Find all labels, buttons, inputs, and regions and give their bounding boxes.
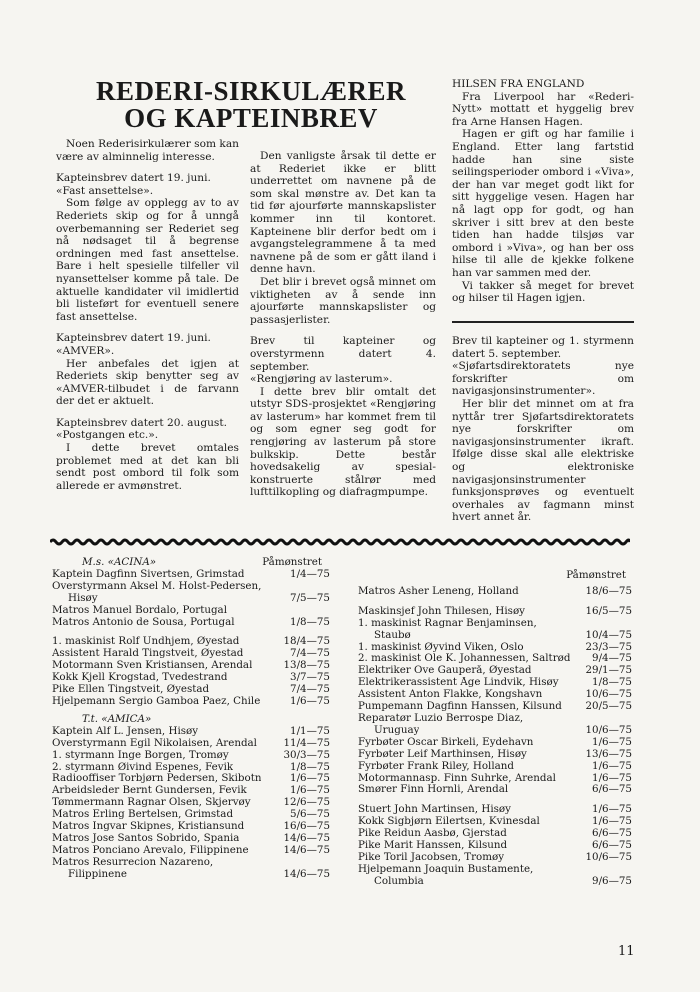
crew-list-left xyxy=(52,557,330,881)
crew-row xyxy=(52,773,330,785)
crew-row xyxy=(358,630,632,642)
sign-on-date: 1/8—75 xyxy=(592,676,632,689)
crew-member: Pike Toril Jacobsen, Tromøy xyxy=(358,851,505,863)
circular-1-heading: Kapteinsbrev datert 19. juni. xyxy=(56,172,211,185)
crew-member: Uruguay xyxy=(374,724,420,736)
sign-on-date: 1/6—75 xyxy=(592,735,632,748)
sign-on-date: 18/6—75 xyxy=(585,584,632,597)
sign-on-date: 1/1—75 xyxy=(290,724,330,737)
crew-row xyxy=(358,665,632,677)
sign-on-date: 20/5—75 xyxy=(585,700,632,713)
section-divider xyxy=(50,538,630,546)
right-crew-rows xyxy=(358,586,632,888)
crew-row xyxy=(358,701,632,713)
greeting-paragraph-1: Fra Liverpool har «Rederi-Nytt» mottatt et hyggelig brev fra Arne Hansen Hagen. xyxy=(452,90,634,128)
sign-on-date: 18/4—75 xyxy=(283,635,330,648)
sign-on-date: 6/6—75 xyxy=(592,783,632,796)
article-title xyxy=(86,78,416,132)
sign-on-date: 14/6—75 xyxy=(283,831,330,844)
crew-row xyxy=(52,797,330,809)
crew-member: 1. maskinist Ragnar Benjaminsen, xyxy=(358,617,537,629)
crew-row xyxy=(358,773,632,785)
crew-row xyxy=(358,784,632,796)
crew-member: Matros Jose Santos Sobrido, Spania xyxy=(52,832,240,844)
crew-row xyxy=(52,857,330,869)
crew-member: Motormann Sven Kristiansen, Arendal xyxy=(52,660,253,672)
crew-row xyxy=(358,642,632,654)
crew-row xyxy=(52,593,330,605)
greeting-paragraph-2: Hagen er gift og har familie i England. Etter lang fartstid hadde han sine siste seilingsperioder ombord i «Viva», der han var meget godt likt for sitt hyggelige vesen. Hagen har nå lagt opp for godt, og han skriver i sitt brev at den beste tiden han hadde tilsjøs var ombord i »Viva», og han ber oss hilse til alle de kjekke folkene han var sammen med der. xyxy=(452,128,634,279)
crew-row xyxy=(358,749,632,761)
crew-member: Hjelpemann Joaquin Bustamente, xyxy=(358,863,534,875)
crew-row xyxy=(52,569,330,581)
crew-member: Motormannasp. Finn Suhrke, Arendal xyxy=(358,772,556,784)
crew-member: Pike Marit Hanssen, Kilsund xyxy=(358,840,508,852)
ship-name-amica: T.t. «AMICA» xyxy=(82,712,152,725)
crew-member: Fyrbøter Leif Marthinsen, Hisøy xyxy=(358,748,527,760)
crew-member: Elektrikerassistent Åge Lindvik, Hisøy xyxy=(358,677,559,689)
crew-member: Hjelpemann Sergio Gamboa Paez, Chile xyxy=(52,695,261,707)
sign-on-date: 7/4—75 xyxy=(290,647,330,660)
sign-on-date: 14/6—75 xyxy=(283,867,330,880)
circular-2-heading: Kapteinsbrev datert 19. juni. xyxy=(56,332,211,345)
sign-on-date: 13/6—75 xyxy=(585,747,632,760)
greeting-heading: HILSEN FRA ENGLAND xyxy=(452,78,585,90)
circular-3-heading: Kapteinsbrev datert 20. august. xyxy=(56,416,227,429)
crew-member: Staubø xyxy=(374,629,411,641)
crew-row xyxy=(358,737,632,749)
crew-member: Matros Erling Bertelsen, Grimstad xyxy=(52,809,234,821)
crew-row xyxy=(52,660,330,672)
crew-row xyxy=(52,636,330,648)
crew-member: 1. maskinist Rolf Undhjem, Øyestad xyxy=(52,636,240,648)
crew-row xyxy=(358,796,632,804)
crew-member: Matros Asher Leneng, Holland xyxy=(358,585,519,597)
crew-member: Radiooffiser Torbjørn Pedersen, Skibotn xyxy=(52,773,262,785)
crew-row xyxy=(358,804,632,816)
crew-row xyxy=(358,586,632,598)
crew-row xyxy=(358,606,632,618)
crew-member: Matros Resurrecion Nazareno, xyxy=(52,856,214,868)
sign-on-date: 1/6—75 xyxy=(592,771,632,784)
crew-member: Arbeidsleder Bernt Gundersen, Fevik xyxy=(52,785,247,797)
crew-member: Fyrbøter Frank Riley, Holland xyxy=(358,760,515,772)
crew-member: Kaptein Dagfinn Sivertsen, Grimstad xyxy=(52,568,245,580)
crew-row xyxy=(52,762,330,774)
circular-2-body: Her anbefales det igjen at Rederiets skip benytter seg av «AMVER-tilbudet i de farvann der det er aktuelt. xyxy=(56,357,239,408)
circular-5-heading: Brev til kapteiner og 1. styrmenn datert 5. september. xyxy=(452,335,634,360)
crew-member: 1. styrmann Inge Borgen, Tromøy xyxy=(52,749,229,761)
circular-4-body: I dette brev blir omtalt det utstyr SDS-prosjektet «Rengjøring av lasterum» har kommet frem til og som egner seg godt for rengjøring av lasterum på store bulkskip. Dette består hovedsakelig av spesial-konstruerte stålrør med lufttilkopling og diafragmpumpe. xyxy=(250,385,437,499)
sign-on-date: 29/1—75 xyxy=(585,664,632,677)
crew-member: Matros Manuel Bordalo, Portugal xyxy=(52,604,227,616)
intro-paragraph: Noen Rederisirkulærer som kan være av alminnelig interesse. xyxy=(56,138,239,163)
sign-on-date: 16/5—75 xyxy=(585,604,632,617)
sign-on-date: 1/6—75 xyxy=(592,815,632,828)
sign-on-date: 3/7—75 xyxy=(290,671,330,684)
circular-5-body: Her blir det minnet om at fra nyttår trer Sjøfartsdirektoratets nye forskrifter om navigasjonsinstrumenter ikraft. Ifølge disse skal alle elektriske og elektroniske navigasjonsinstrumenter funksjonsprøves og eventuelt overhales av fagmann minst hvert annet år. xyxy=(452,397,634,524)
crew-member: Smører Finn Hornli, Arendal xyxy=(358,784,509,796)
crew-member: Assistent Anton Flakke, Kongshavn xyxy=(358,689,543,701)
sign-on-date: 12/6—75 xyxy=(283,796,330,809)
crew-row xyxy=(52,617,330,629)
acina-crew-rows xyxy=(52,569,330,708)
crew-member: Hisøy xyxy=(68,592,98,604)
crew-row xyxy=(52,672,330,684)
sign-on-date: 1/6—75 xyxy=(592,803,632,816)
circular-2-subject: «AMVER». xyxy=(56,344,115,357)
title-line-2: OG KAPTEINBREV xyxy=(124,103,378,133)
crew-row xyxy=(52,696,330,708)
crew-list-right xyxy=(358,570,632,888)
sign-on-date: 11/4—75 xyxy=(283,736,330,749)
crew-row xyxy=(358,876,632,888)
column-1 xyxy=(56,138,239,492)
sign-on-date: 9/4—75 xyxy=(592,652,632,665)
crew-row xyxy=(358,816,632,828)
crew-member: Pike Reidun Aasbø, Gjerstad xyxy=(358,828,507,840)
crew-row xyxy=(52,605,330,617)
circular-1-body: Som følge av opplegg av to av Rederiets skip og for å unngå overbemanning ser Rederiet seg nå nødsaget til å begrense ordningen med fast ansettelse. Bare i helt spesielle tilfeller vil nyansettelser komme på tale. De aktuelle kandidater vil imidlertid bli listeført for eventuell senere fast ansettelse. xyxy=(56,197,239,323)
crew-member: Filippinene xyxy=(68,868,127,880)
sign-on-date: 1/6—75 xyxy=(592,759,632,772)
column-2-paragraph-2: Det blir i brevet også minnet om viktigheten av å sende inn ajourførte mannskapslister og passasjerlister. xyxy=(250,275,436,326)
sign-on-date: 30/3—75 xyxy=(283,748,330,761)
crew-member: Overstyrmann Egil Nikolaisen, Arendal xyxy=(52,737,257,749)
crew-member: Elektriker Ove Gauperå, Øyestad xyxy=(358,665,532,677)
crew-member: Overstyrmann Aksel M. Holst-Pedersen, xyxy=(52,580,262,592)
crew-row xyxy=(52,869,330,881)
crew-row xyxy=(52,684,330,696)
crew-row xyxy=(358,761,632,773)
crew-member: Kokk Kjell Krogstad, Tvedestrand xyxy=(52,672,228,684)
crew-member: Matros Ponciano Arevalo, Filippinene xyxy=(52,844,249,856)
column-header-signed-on: Påmønstret xyxy=(262,556,322,568)
column-header-signed-on-right: Påmønstret xyxy=(566,569,626,581)
crew-row xyxy=(52,750,330,762)
sign-on-date: 1/4—75 xyxy=(290,567,330,580)
sign-on-date: 7/5—75 xyxy=(290,591,330,604)
circular-3-subject: «Postgangen etc.». xyxy=(56,429,159,442)
crew-member: Pike Ellen Tingstveit, Øyestad xyxy=(52,684,210,696)
crew-row xyxy=(358,852,632,864)
sign-on-date: 7/4—75 xyxy=(290,683,330,696)
sign-on-date: 10/6—75 xyxy=(585,850,632,863)
sign-on-date: 10/6—75 xyxy=(585,723,632,736)
circular-4-heading: Brev til kapteiner og overstyrmenn datert 4. september. xyxy=(250,335,436,373)
crew-member: Pumpemann Dagfinn Hanssen, Kilsund xyxy=(358,701,562,713)
crew-member: 1. maskinist Øyvind Viken, Oslo xyxy=(358,641,524,653)
crew-row xyxy=(358,864,632,876)
column-3-divider xyxy=(452,321,634,323)
crew-member: Columbia xyxy=(374,875,424,887)
circular-1-subject: «Fast ansettelse». xyxy=(56,184,154,197)
circular-3-body: I dette brevet omtales problemet med at det kan bli sendt post ombord til folk som allerede er avmønstret. xyxy=(56,442,239,492)
sign-on-date: 1/6—75 xyxy=(290,694,330,707)
crew-member: Stuert John Martinsen, Hisøy xyxy=(358,804,511,816)
crew-row xyxy=(52,581,330,593)
crew-member: Assistent Harald Tingstveit, Øyestad xyxy=(52,648,244,660)
greeting-paragraph-3: Vi takker så meget for brevet og hilser til Hagen igjen. xyxy=(452,279,634,305)
sign-on-date: 6/6—75 xyxy=(592,839,632,852)
title-line-1: REDERI-SIRKULÆRER xyxy=(95,76,407,106)
crew-member: Fyrbøter Oscar Birkeli, Eydehavn xyxy=(358,736,534,748)
column-2-paragraph-1: Den vanligste årsak til dette er at Rederiet ikke er blitt underrettet om navnene på de som skal mønstre av. Det kan ta tid før ajourførte mannskapslister kommer inn til kontoret. Kapteinene blir derfor bedt om i avgangstelegrammene å ta med navnene på de som er gått iland i denne havn. xyxy=(250,150,436,276)
sign-on-date: 6/6—75 xyxy=(592,827,632,840)
crew-member: Maskinsjef John Thilesen, Hisøy xyxy=(358,605,525,617)
crew-row xyxy=(52,845,330,857)
sign-on-date: 13/8—75 xyxy=(283,659,330,672)
crew-row xyxy=(52,726,330,738)
circular-5-subject: «Sjøfartsdirektoratets nye forskrifter om navigasjonsinstrumenter». xyxy=(452,360,634,398)
sign-on-date: 1/6—75 xyxy=(290,784,330,797)
crew-member: Kaptein Alf L. Jensen, Hisøy xyxy=(52,725,199,737)
crew-member: Kokk Sigbjørn Eilertsen, Kvinesdal xyxy=(358,816,540,828)
sign-on-date: 9/6—75 xyxy=(592,874,632,887)
page-number: 11 xyxy=(618,944,635,959)
sign-on-date: 1/8—75 xyxy=(290,760,330,773)
sign-on-date: 1/8—75 xyxy=(290,615,330,628)
amica-crew-rows xyxy=(52,726,330,881)
crew-row xyxy=(358,618,632,630)
crew-member: 2. maskinist Ole K. Johannessen, Saltrød xyxy=(358,653,571,665)
column-2 xyxy=(250,150,436,499)
circular-4-subject: «Rengjøring av lasterum». xyxy=(250,373,393,386)
crew-member: Matros Ingvar Skipnes, Kristiansund xyxy=(52,821,245,833)
column-3 xyxy=(452,78,634,305)
ship-name-acina: M.s. «ACINA» xyxy=(82,556,157,568)
crew-member: 2. styrmann Øivind Espenes, Fevik xyxy=(52,761,234,773)
crew-member: Tømmermann Ragnar Olsen, Skjervøy xyxy=(52,797,251,809)
sign-on-date: 10/6—75 xyxy=(585,688,632,701)
crew-row xyxy=(52,738,330,750)
crew-member: Reparatør Luzio Berrospe Diaz, xyxy=(358,712,524,724)
crew-row xyxy=(358,828,632,840)
sign-on-date: 10/4—75 xyxy=(585,628,632,641)
crew-row xyxy=(358,725,632,737)
sign-on-date: 5/6—75 xyxy=(290,808,330,821)
sign-on-date: 23/3—75 xyxy=(585,640,632,653)
crew-member: Matros Antonio de Sousa, Portugal xyxy=(52,616,235,628)
sign-on-date: 1/6—75 xyxy=(290,772,330,785)
sign-on-date: 16/6—75 xyxy=(283,820,330,833)
sign-on-date: 14/6—75 xyxy=(283,843,330,856)
column-3-lower xyxy=(452,335,634,524)
